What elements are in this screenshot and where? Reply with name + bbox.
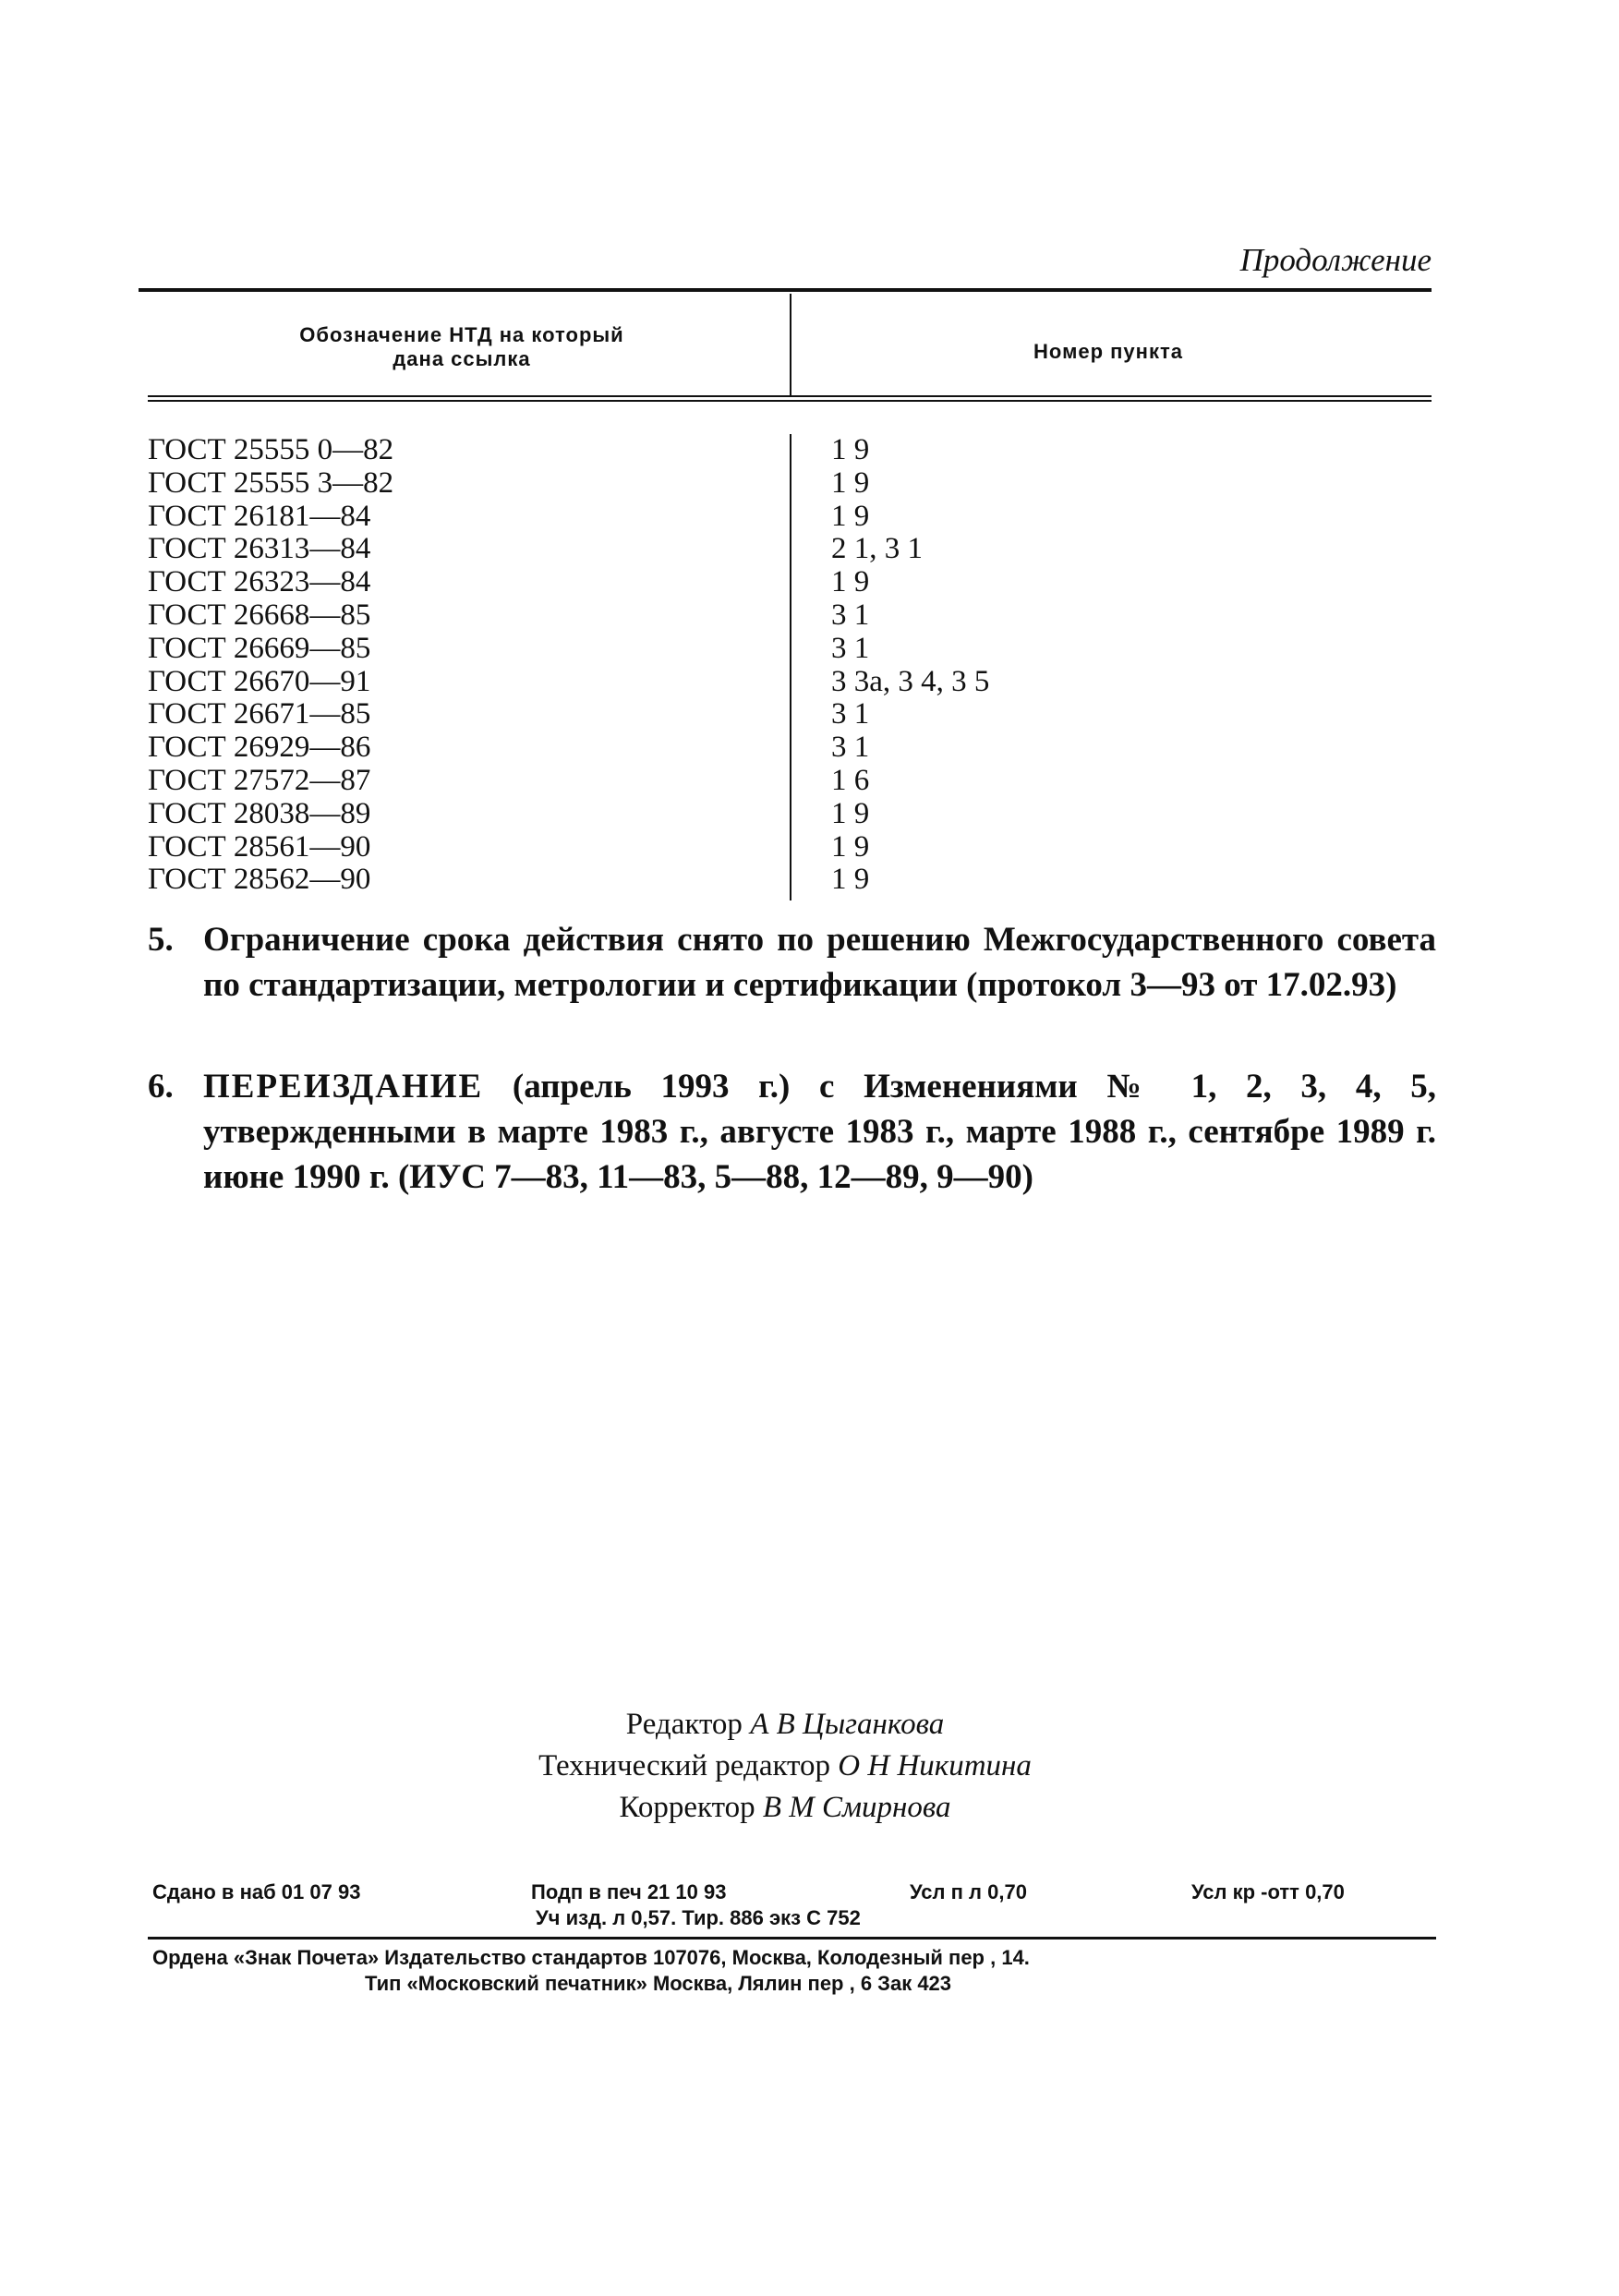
table-body <box>148 434 1432 897</box>
note-5-number: 5. <box>148 921 174 959</box>
proofreader-line <box>277 1787 1293 1829</box>
printer-line: Тип «Московский печатник» Москва, Лялин пер , 6 Зак 423 <box>365 1972 952 1995</box>
row-reference: ГОСТ 27572—87 <box>148 763 371 797</box>
row-reference: ГОСТ 25555 0—82 <box>148 433 394 466</box>
editorial-staff <box>277 1704 1293 1829</box>
row-reference: ГОСТ 28561—90 <box>148 829 371 864</box>
table-column-divider <box>790 294 791 395</box>
imprint-submitted: Сдано в наб 01 07 93 <box>152 1880 361 1903</box>
row-item: 3 1 <box>831 598 870 632</box>
note-5 <box>148 917 1436 1008</box>
table-row <box>148 599 1432 633</box>
imprint-print-proofs: Усл кр -отт 0,70 <box>1191 1880 1345 1903</box>
imprint-line-2 <box>152 1905 1445 1931</box>
row-reference: ГОСТ 25555 3—82 <box>148 465 394 500</box>
row-item: 1 9 <box>831 565 870 599</box>
tech-editor-line <box>277 1746 1293 1787</box>
row-reference: ГОСТ 26668—85 <box>148 598 371 632</box>
row-reference: ГОСТ 26323—84 <box>148 565 371 599</box>
row-item: 1 6 <box>831 763 870 797</box>
note-6-text: (апрель 1993 г.) с Изменениями № 1, 2, 3, 4, 5, утвержденными в марте 1983 г., августе 1983 г., марте 1988 г., сентябре 1989 г. июне 1990 г. (ИУС 7—83, 11—83, 5—88, 12—89, 9—90) <box>203 1068 1436 1196</box>
row-item: 3 3а, 3 4, 3 5 <box>831 664 990 698</box>
note-6 <box>148 1064 1436 1200</box>
imprint-signed: Подп в печ 21 10 93 <box>531 1880 727 1903</box>
header-reference-line1: Обозначение НТД на который <box>299 323 624 346</box>
continuation-label: Продолжение <box>1239 242 1432 278</box>
table-header-item: Номер пункта <box>1033 340 1183 363</box>
note-6-body <box>203 1064 1436 1200</box>
imprint-line-1 <box>152 1879 1445 1905</box>
row-item: 1 9 <box>831 499 870 533</box>
publisher-block <box>152 1945 1445 1997</box>
note-5-text: Ограничение срока действия снято по решению Межгосударственного совета по стандартизации, метрологии и сертификации (протокол 3—93 от 17.02.93) <box>203 921 1436 1004</box>
imprint-print-sheets: Усл п л 0,70 <box>910 1880 1027 1903</box>
row-reference: ГОСТ 26181—84 <box>148 499 371 533</box>
row-item: 1 9 <box>831 863 870 897</box>
row-reference: ГОСТ 28562—90 <box>148 863 371 897</box>
row-item: 3 1 <box>831 697 870 731</box>
table-header-reference <box>148 323 776 371</box>
table-row <box>148 698 1432 731</box>
table-row <box>148 434 1432 467</box>
table-row <box>148 765 1432 798</box>
imprint-block <box>152 1879 1445 1931</box>
table-row <box>148 666 1432 699</box>
row-reference: ГОСТ 26671—85 <box>148 697 371 731</box>
editor-label: Редактор <box>625 1708 743 1741</box>
row-reference: ГОСТ 26929—86 <box>148 731 371 765</box>
row-reference: ГОСТ 26313—84 <box>148 532 371 566</box>
table-row <box>148 566 1432 599</box>
table-header-rule-2 <box>148 400 1432 402</box>
imprint-edition-sheets: Уч изд. л 0,57. Тир. 886 экз С 752 <box>536 1906 861 1929</box>
table-row <box>148 467 1432 501</box>
table-row <box>148 633 1432 666</box>
table-row <box>148 501 1432 534</box>
row-item: 1 9 <box>831 433 870 466</box>
row-item: 3 1 <box>831 631 870 665</box>
table-row <box>148 533 1432 566</box>
row-item: 1 9 <box>831 796 870 830</box>
table-header-rule <box>148 395 1432 397</box>
row-item: 1 9 <box>831 465 870 500</box>
editor-name: А В Цыганкова <box>750 1708 945 1741</box>
row-reference: ГОСТ 26669—85 <box>148 631 371 665</box>
publisher-line: Ордена «Знак Почета» Издательство стандартов 107076, Москва, Колодезный пер , 14. <box>152 1946 1030 1969</box>
tech-editor-name: О Н Никитина <box>838 1749 1032 1782</box>
proofreader-name: В М Смирнова <box>762 1791 951 1824</box>
row-item: 1 9 <box>831 829 870 864</box>
row-reference: ГОСТ 28038—89 <box>148 796 371 830</box>
imprint-rule <box>148 1937 1436 1940</box>
tech-editor-label: Технический редактор <box>538 1749 831 1782</box>
note-6-number: 6. <box>148 1068 174 1106</box>
row-reference: ГОСТ 26670—91 <box>148 664 371 698</box>
table-row <box>148 864 1432 897</box>
table-row <box>148 731 1432 765</box>
header-reference-line2: дана ссылка <box>393 347 531 370</box>
table-row <box>148 798 1432 831</box>
note-6-heading: ПЕРЕИЗДАНИЕ <box>203 1068 484 1106</box>
table-row <box>148 831 1432 864</box>
proofreader-label: Корректор <box>619 1791 755 1824</box>
row-item: 2 1, 3 1 <box>831 532 923 566</box>
table-top-rule <box>139 288 1432 292</box>
editor-line <box>277 1704 1293 1746</box>
row-item: 3 1 <box>831 731 870 765</box>
